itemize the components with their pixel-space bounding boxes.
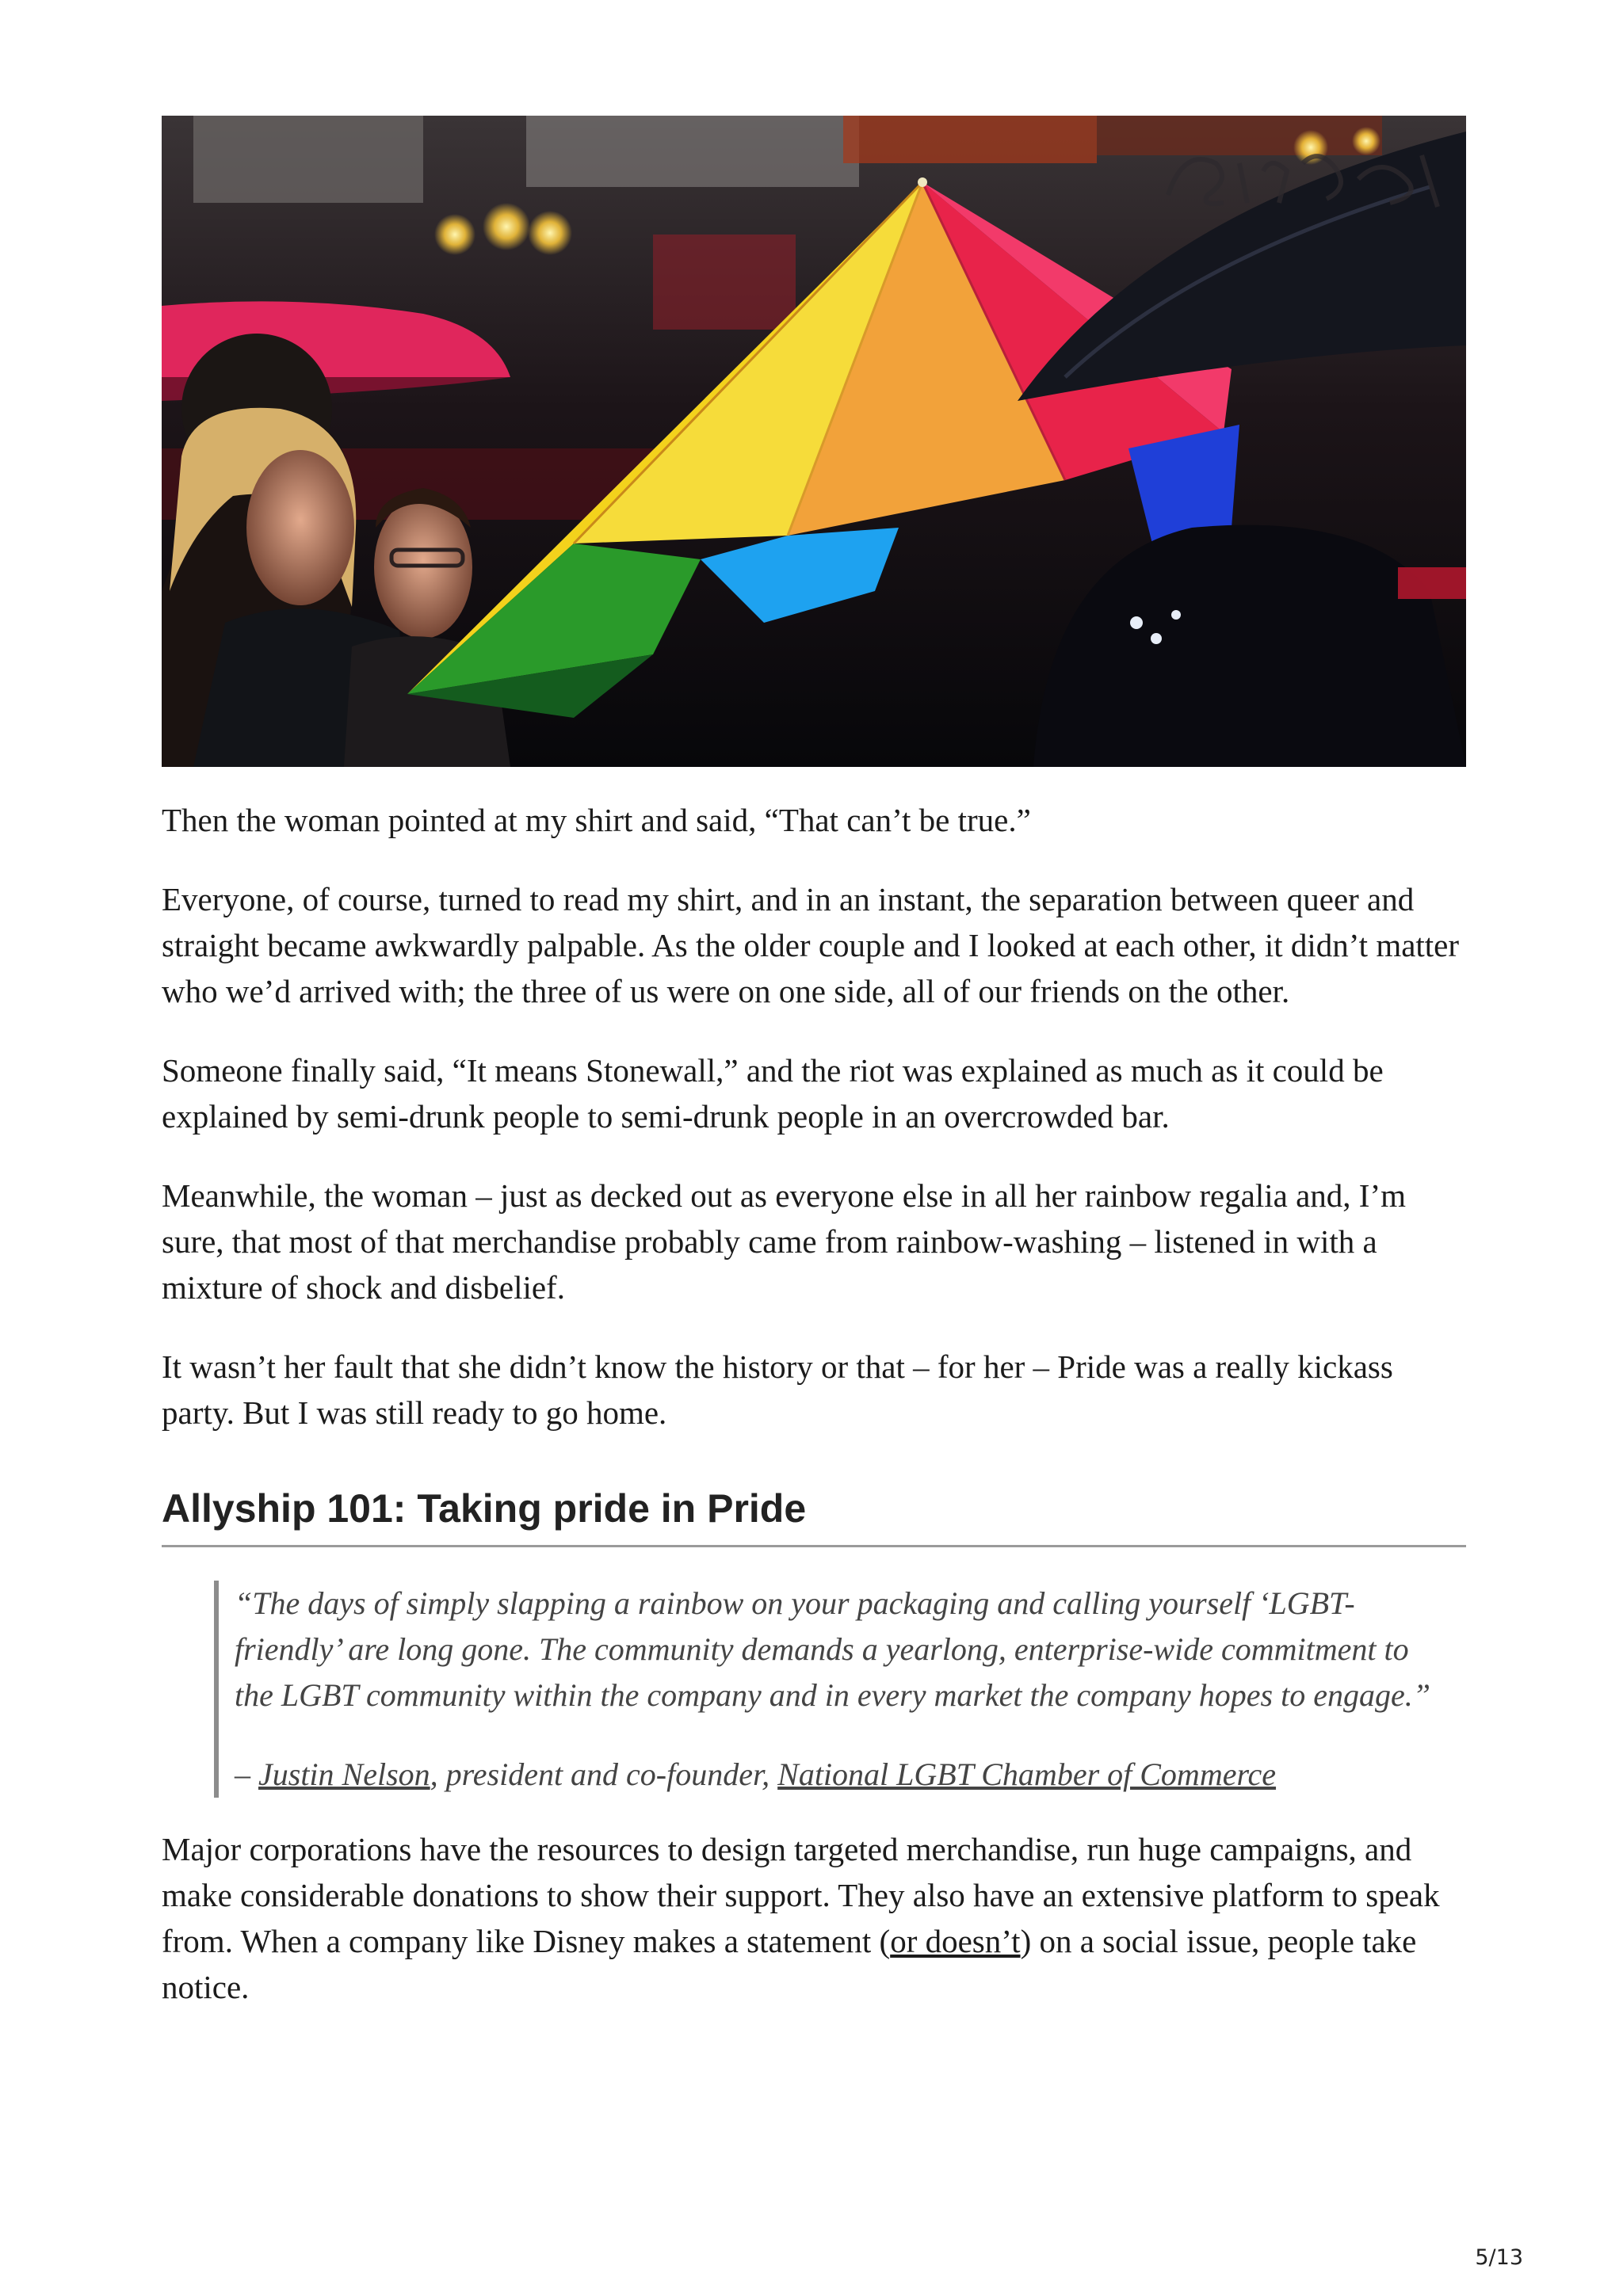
paragraph-3: Someone finally said, “It means Stonewall,” and the riot was explained as much as it could be explained by semi-drunk people to semi-drunk people in an overcrowded bar. — [162, 1052, 1384, 1135]
article-page — [162, 116, 1466, 2010]
rainbow-umbrella-photo — [162, 116, 1466, 767]
paragraph-6-after: ) on a social issue, people take notice. — [162, 1923, 1417, 2005]
nglcc-link[interactable]: National LGBT Chamber of Commerce — [777, 1756, 1277, 1792]
paragraph-5: It wasn’t her fault that she didn’t know the history or that – for her – Pride was a really kickass party. But I was still ready to go home. — [162, 1348, 1393, 1431]
or-doesnt-link[interactable]: or doesn’t — [890, 1923, 1021, 1959]
paragraph-6 — [162, 1826, 1466, 2010]
section-heading: Allyship 101: Taking pride in Pride — [162, 1483, 1466, 1547]
pull-quote — [214, 1581, 1455, 1798]
justin-nelson-link[interactable]: Justin Nelson — [258, 1756, 430, 1792]
attribution-role: , president and co-founder, — [430, 1756, 778, 1792]
paragraph-1: Then the woman pointed at my shirt and said, “That can’t be true.” — [162, 802, 1031, 838]
paragraph-4: Meanwhile, the woman – just as decked out as everyone else in all her rainbow regalia and, I’m sure, that most of that merchandise probably came from rainbow-washing – listened in with a mixture of shock and disbelief. — [162, 1177, 1406, 1306]
attribution-dash: – — [235, 1756, 258, 1792]
page-number: 5/13 — [1475, 2245, 1523, 2270]
paragraph-2: Everyone, of course, turned to read my shirt, and in an instant, the separation between queer and straight became awkwardly palpable. As the older couple and I looked at each other, it didn’t matter who we’d arrived with; the three of us were on one side, all of our friends on the other. — [162, 881, 1460, 1009]
paragraph-6-before: Major corporations have the resources to design targeted merchandise, run huge campaigns, and make considerable donations to show their support. They also have an extensive platform to speak from. When a company like Disney makes a statement ( — [162, 1831, 1440, 1959]
quote-text: “The days of simply slapping a rainbow on your packaging and calling yourself ‘LGBT-friendly’ are long gone. The community demands a yearlong, enterprise-wide commitment to the LGBT community within the company and in every market the company hopes to engage.” — [235, 1585, 1430, 1713]
quote-attribution — [235, 1752, 1455, 1798]
watermark-logo — [1152, 132, 1453, 219]
